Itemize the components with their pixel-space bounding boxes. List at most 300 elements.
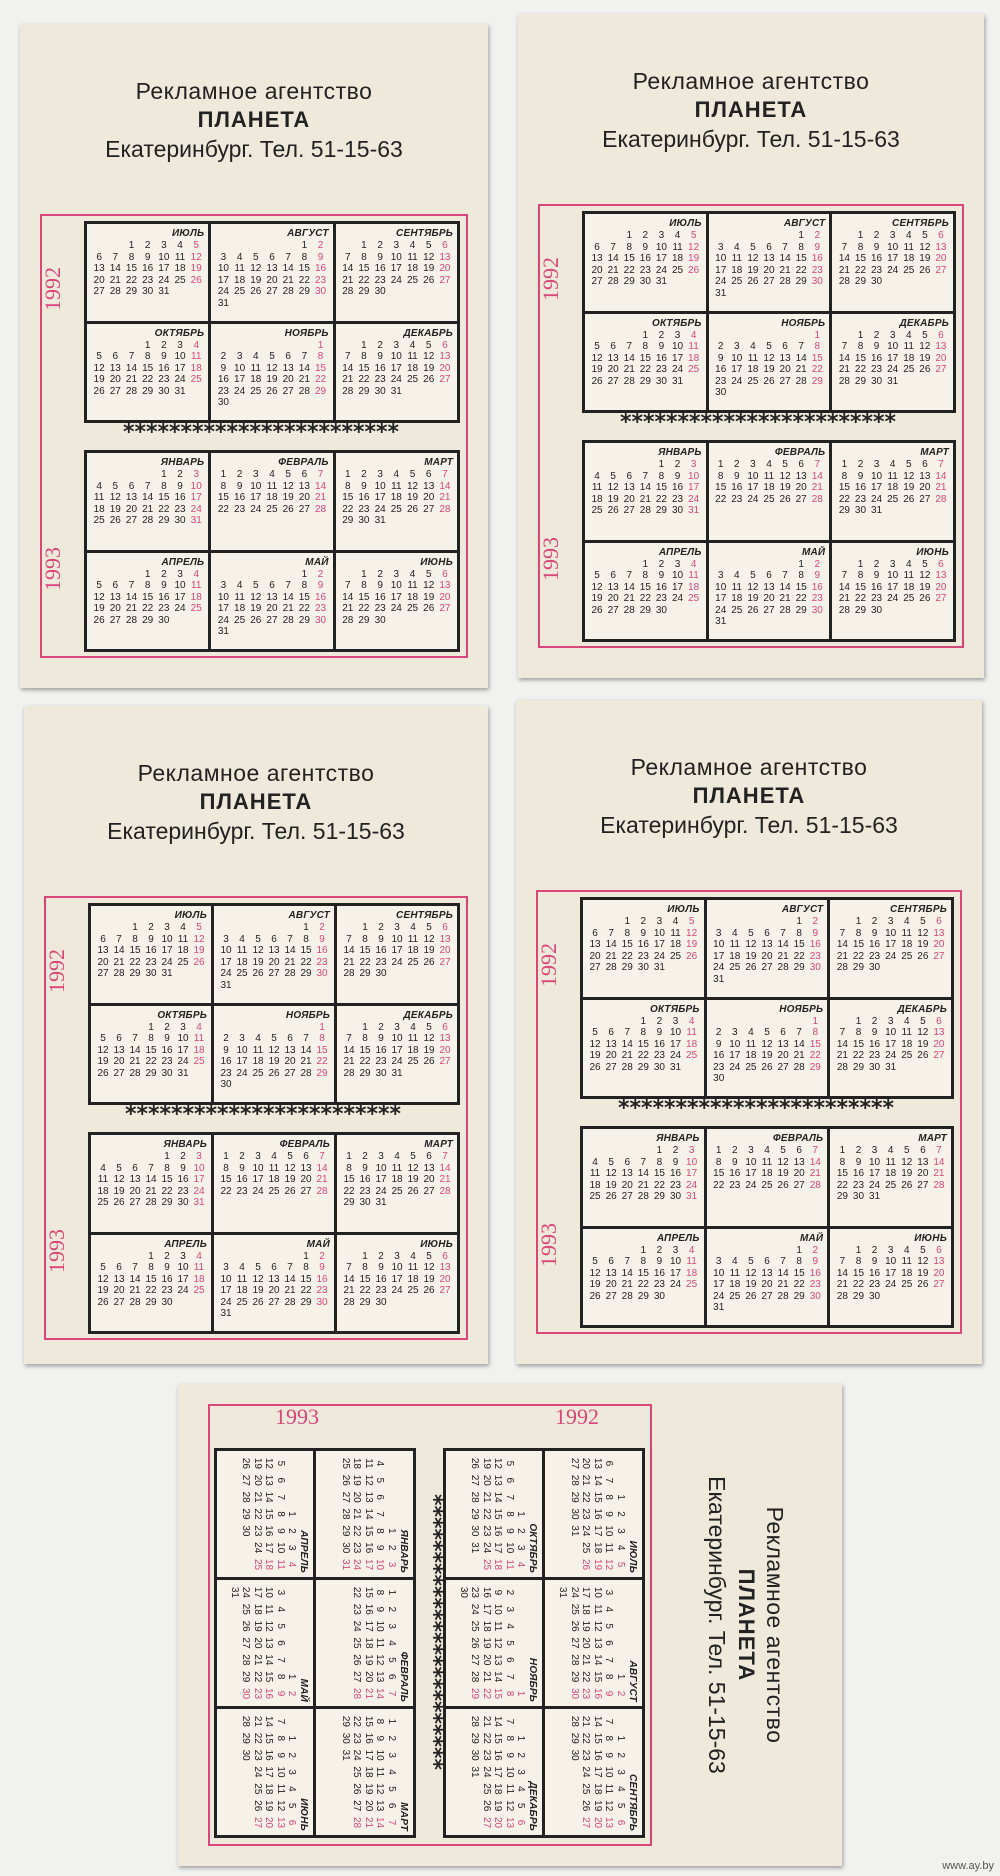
day-number: 11	[234, 591, 245, 603]
day-number: 2	[362, 1151, 368, 1162]
day-number: 31	[713, 973, 725, 985]
agency-type: Рекламное агентство	[630, 754, 868, 780]
day-number: 6	[615, 1819, 626, 1826]
day-number: 24	[871, 493, 883, 505]
day-number: 5	[905, 459, 912, 470]
day-number: 3	[889, 329, 896, 341]
day-number: 20	[266, 603, 278, 614]
day-number: 21	[363, 1817, 374, 1829]
day-number: 6	[780, 1027, 786, 1038]
day-number: 16	[671, 482, 684, 493]
day-number: 24	[869, 1179, 881, 1191]
day-number: 20	[282, 374, 294, 385]
day-number: 5	[100, 1262, 106, 1273]
day-empty	[635, 1145, 651, 1157]
month-name: АВГУСТ	[627, 1660, 638, 1702]
day-number: 30	[655, 604, 667, 616]
day-number: 11	[266, 480, 278, 492]
day-number: 10	[887, 570, 899, 581]
year-label-1992: 1992	[44, 949, 69, 993]
day-number: 27	[113, 1296, 125, 1308]
day-number: 5	[287, 1151, 293, 1162]
calendar-card-2	[518, 14, 984, 678]
day-number: 25	[591, 505, 603, 516]
day-number: 23	[481, 1525, 492, 1537]
day-number: 14	[836, 1267, 848, 1279]
day-number: 27	[607, 375, 619, 387]
day-number: 29	[655, 505, 667, 516]
day-number: 30	[469, 1749, 481, 1761]
day-number: 19	[919, 581, 931, 593]
day-number: 9	[374, 1735, 386, 1742]
day-number: 9	[161, 580, 167, 591]
day-empty	[286, 1489, 298, 1506]
day-number: 25	[406, 274, 419, 286]
day-number: 31	[190, 515, 202, 526]
day-number: 7	[346, 1033, 352, 1044]
day-number: 9	[378, 933, 384, 945]
day-empty	[836, 559, 852, 571]
month-days	[569, 1713, 627, 1831]
day-empty	[615, 1713, 627, 1730]
day-number: 26	[580, 1800, 592, 1812]
day-number: 12	[97, 1044, 109, 1056]
day-number: 31	[391, 1067, 403, 1079]
day-number: 21	[838, 264, 850, 276]
day-number: 5	[603, 1623, 615, 1629]
day-number: 24	[252, 1185, 264, 1197]
day-number: 29	[637, 1290, 649, 1302]
month-name: МАРТ	[424, 1139, 453, 1150]
day-empty	[234, 1251, 250, 1263]
day-number: 28	[569, 1715, 580, 1727]
day-number: 27	[607, 604, 619, 616]
day-number: 19	[903, 482, 915, 493]
day-number: 28	[779, 276, 791, 287]
day-number: 21	[777, 1279, 789, 1290]
day-number: 22	[358, 274, 370, 286]
day-empty	[218, 1251, 234, 1263]
day-number: 27	[623, 505, 635, 516]
stars-divider: ************************	[619, 410, 897, 435]
day-number: 15	[300, 1273, 312, 1285]
month-block	[211, 453, 332, 550]
day-number: 11	[672, 241, 683, 253]
day-number: 8	[658, 470, 665, 482]
day-number: 15	[592, 1491, 603, 1503]
day-empty	[777, 330, 793, 342]
day-number: 2	[236, 469, 243, 480]
day-number: 12	[190, 251, 202, 263]
day-empty	[759, 1245, 775, 1257]
day-number: 24	[391, 1056, 403, 1067]
day-number: 18	[885, 1168, 897, 1179]
month-days	[458, 1584, 527, 1702]
month-block	[583, 900, 704, 997]
month-name: АПРЕЛЬ	[298, 1530, 310, 1573]
month-days	[91, 240, 204, 298]
day-number: 3	[656, 916, 663, 927]
day-number: 17	[669, 1038, 682, 1050]
day-empty	[286, 1472, 298, 1489]
day-number: 1	[640, 1015, 647, 1027]
day-number: 24	[236, 1067, 248, 1079]
day-number: 26	[351, 1783, 363, 1795]
day-number: 26	[589, 1290, 601, 1302]
day-number: 10	[252, 1162, 264, 1174]
day-number: 24	[715, 604, 727, 616]
month-name: ДЕКАБРЬ	[897, 1003, 947, 1015]
day-number: 27	[793, 1179, 805, 1191]
day-number: 3	[223, 1262, 229, 1273]
day-number: 2	[812, 1244, 819, 1256]
day-number: 23	[217, 385, 229, 397]
day-number: 7	[610, 241, 616, 253]
day-number: 9	[855, 1156, 862, 1168]
day-number: 29	[145, 1067, 157, 1079]
day-number: 15	[639, 581, 651, 593]
day-number: 1	[857, 558, 864, 570]
month-days	[589, 230, 702, 288]
day-empty	[264, 569, 280, 581]
day-number: 17	[252, 1586, 263, 1598]
day-number: 20	[266, 274, 278, 286]
day-number: 22	[220, 1185, 232, 1197]
day-number: 22	[854, 264, 867, 276]
month-name: АВГУСТ	[783, 218, 826, 229]
day-empty	[264, 240, 280, 252]
day-number: 14	[282, 591, 294, 603]
day-number: 8	[374, 1718, 386, 1725]
day-number: 28	[125, 614, 138, 626]
day-number: 7	[148, 1162, 154, 1174]
day-number: 13	[268, 945, 280, 956]
day-number: 1	[386, 1528, 397, 1534]
day-number: 25	[885, 1179, 897, 1191]
day-number: 19	[423, 591, 435, 603]
day-number: 15	[298, 591, 310, 603]
stars-divider: ************************	[124, 1102, 402, 1127]
day-number: 4	[688, 1015, 695, 1027]
day-number: 14	[343, 945, 355, 956]
day-number: 8	[301, 251, 308, 263]
day-number: 29	[639, 604, 651, 616]
day-number: 29	[637, 1061, 649, 1073]
day-number: 7	[285, 580, 291, 591]
day-number: 8	[346, 1162, 352, 1174]
day-number: 7	[144, 480, 151, 492]
day-number: 16	[653, 1267, 665, 1279]
calendar-frame	[40, 214, 468, 658]
day-number: 21	[793, 1050, 805, 1061]
month-name: ФЕВРАЛЬ	[774, 447, 826, 458]
day-empty	[280, 569, 296, 581]
day-number: 7	[344, 351, 351, 362]
day-number: 19	[589, 1050, 601, 1061]
day-number: 31	[671, 375, 684, 387]
day-number: 6	[112, 351, 119, 362]
day-number: 23	[731, 493, 743, 505]
day-number: 22	[639, 593, 651, 604]
day-number: 18	[97, 1185, 109, 1197]
day-number: 1	[642, 558, 649, 570]
day-number: 14	[607, 253, 619, 264]
day-empty	[286, 1584, 298, 1601]
day-number: 10	[234, 362, 246, 374]
day-number: 31	[375, 1197, 387, 1208]
day-number: 4	[180, 922, 186, 933]
day-number: 20	[113, 1056, 125, 1067]
day-number: 2	[656, 1015, 663, 1027]
day-number: 18	[190, 591, 202, 603]
day-number: 10	[390, 251, 402, 263]
day-number: 4	[764, 1145, 770, 1156]
day-number: 6	[936, 1015, 942, 1027]
day-number: 8	[603, 1494, 615, 1500]
day-number: 23	[653, 1279, 665, 1290]
month-block	[91, 1235, 211, 1332]
day-number: 3	[690, 459, 697, 470]
day-number: 29	[854, 375, 867, 387]
day-number: 13	[935, 570, 947, 581]
month-block	[336, 224, 457, 321]
day-number: 15	[158, 492, 170, 503]
day-number: 18	[580, 1603, 592, 1615]
day-number: 13	[109, 591, 121, 603]
day-number: 5	[425, 339, 432, 351]
day-number: 18	[193, 1273, 205, 1285]
day-number: 28	[621, 1061, 633, 1073]
day-number: 14	[284, 1273, 296, 1285]
day-number: 21	[145, 1185, 157, 1197]
day-empty	[515, 1713, 527, 1730]
day-number: 14	[492, 1715, 504, 1727]
day-empty	[286, 1713, 298, 1730]
day-number: 14	[592, 1474, 603, 1486]
day-number: 21	[343, 1285, 355, 1296]
day-number: 5	[386, 1786, 397, 1792]
day-number: 7	[275, 1657, 286, 1663]
day-number: 22	[637, 1050, 649, 1061]
day-number: 28	[109, 286, 121, 297]
month-days	[711, 1016, 824, 1085]
day-number: 13	[589, 939, 601, 950]
day-number: 10	[885, 1256, 897, 1267]
day-number: 15	[854, 253, 867, 264]
day-number: 1	[319, 1021, 325, 1033]
year-label-1993: 1993	[44, 1229, 69, 1273]
day-number: 12	[589, 1038, 601, 1050]
day-number: 29	[793, 962, 805, 973]
day-number: 19	[351, 1474, 363, 1486]
day-number: 25	[569, 1603, 580, 1615]
day-number: 19	[423, 362, 435, 374]
day-number: 30	[871, 375, 883, 387]
day-number: 26	[113, 1197, 125, 1208]
day-number: 11	[901, 1256, 912, 1267]
day-number: 27	[351, 1671, 363, 1683]
day-number: 7	[603, 1477, 615, 1484]
month-block	[336, 453, 457, 550]
day-number: 22	[637, 1279, 649, 1290]
day-number: 11	[191, 351, 202, 362]
day-number: 20	[97, 956, 109, 968]
day-number: 11	[903, 570, 914, 581]
day-number: 11	[903, 341, 914, 352]
day-number: 24	[669, 1279, 682, 1290]
day-number: 27	[763, 276, 775, 287]
month-days	[836, 559, 949, 617]
card-header	[518, 66, 984, 154]
day-number: 7	[608, 927, 614, 939]
day-number: 6	[603, 1460, 615, 1467]
day-number: 21	[439, 492, 451, 503]
day-number: 25	[190, 374, 202, 385]
day-number: 20	[113, 1285, 125, 1296]
month-days	[95, 922, 207, 980]
months-grid-1993	[214, 1448, 416, 1838]
day-number: 21	[623, 593, 635, 604]
day-number: 2	[857, 459, 864, 470]
day-number: 5	[690, 230, 697, 241]
day-number: 25	[747, 375, 759, 387]
month-block	[214, 906, 334, 1003]
day-number: 5	[425, 568, 432, 580]
day-number: 22	[715, 493, 727, 505]
day-empty	[248, 340, 264, 352]
day-number: 26	[919, 593, 931, 604]
day-number: 6	[128, 480, 135, 492]
day-number: 2	[732, 1145, 738, 1156]
day-number: 8	[361, 580, 367, 591]
day-empty	[727, 916, 743, 928]
day-number: 23	[359, 1185, 371, 1197]
month-block	[832, 543, 953, 640]
day-number: 10	[747, 470, 759, 482]
day-number: 29	[340, 1525, 351, 1537]
day-number: 1	[223, 1151, 229, 1162]
day-empty	[282, 1251, 298, 1263]
day-number: 23	[161, 1285, 173, 1296]
day-empty	[587, 916, 603, 928]
day-number: 5	[922, 230, 928, 241]
day-number: 4	[905, 230, 912, 241]
day-number: 9	[873, 341, 880, 352]
day-number: 6	[269, 580, 275, 591]
day-number: 13	[917, 1156, 929, 1168]
day-number: 3	[715, 927, 722, 939]
day-number: 3	[393, 240, 400, 251]
day-number: 19	[745, 950, 757, 962]
day-number: 7	[132, 1033, 138, 1044]
agency-type: Рекламное агентство	[135, 78, 373, 104]
day-number: 12	[589, 1267, 601, 1279]
day-number: 18	[731, 593, 743, 604]
day-number: 16	[314, 263, 327, 274]
day-number: 30	[871, 604, 883, 616]
day-number: 7	[374, 1511, 386, 1517]
day-number: 23	[316, 956, 328, 968]
month-name: МАРТ	[424, 457, 453, 468]
day-number: 30	[569, 1508, 580, 1520]
day-number: 8	[275, 1735, 286, 1742]
day-number: 13	[439, 933, 451, 945]
day-number: 29	[795, 276, 807, 287]
day-number: 23	[655, 364, 667, 375]
day-number: 11	[193, 1262, 205, 1273]
day-number: 12	[779, 470, 791, 482]
day-number: 21	[363, 1688, 374, 1700]
day-number: 3	[223, 933, 229, 945]
month-name: НОЯБРЬ	[781, 317, 826, 329]
day-empty	[250, 1022, 266, 1034]
day-number: 12	[763, 352, 775, 364]
day-number: 13	[263, 1637, 275, 1649]
month-name: ДЕКАБРЬ	[527, 1781, 539, 1831]
day-number: 26	[240, 1457, 252, 1469]
day-number: 16	[374, 362, 386, 374]
day-number: 18	[592, 1542, 603, 1554]
day-number: 20	[109, 603, 121, 614]
day-number: 8	[839, 1156, 846, 1168]
day-number: 13	[933, 927, 945, 939]
day-number: 25	[407, 1056, 419, 1067]
month-days	[587, 1245, 700, 1303]
day-number: 7	[285, 251, 291, 263]
day-number: 19	[252, 1285, 264, 1296]
day-empty	[286, 1601, 298, 1618]
day-number: 4	[903, 1244, 910, 1256]
day-number: 6	[922, 459, 928, 470]
day-number: 13	[300, 1162, 312, 1174]
day-number: 8	[128, 251, 135, 263]
day-number: 28	[342, 385, 354, 397]
day-number: 1	[132, 922, 138, 933]
day-number: 6	[374, 1494, 386, 1500]
day-number: 22	[351, 1586, 363, 1598]
day-number: 6	[798, 459, 804, 470]
day-number: 9	[319, 933, 325, 945]
day-number: 27	[763, 604, 775, 616]
day-number: 30	[811, 276, 823, 287]
day-number: 7	[386, 1690, 397, 1697]
day-number: 18	[901, 1267, 913, 1279]
day-number: 12	[917, 1256, 929, 1267]
day-number: 13	[591, 253, 603, 264]
day-number: 14	[779, 581, 791, 593]
day-number: 27	[109, 385, 121, 397]
day-number: 13	[374, 1800, 386, 1812]
day-number: 8	[275, 1673, 286, 1680]
day-number: 8	[640, 1256, 647, 1267]
day-number: 14	[316, 1162, 328, 1174]
day-number: 7	[780, 927, 786, 939]
month-block	[585, 543, 706, 640]
month-block	[446, 1580, 543, 1706]
day-number: 21	[109, 274, 121, 286]
day-number: 12	[423, 933, 435, 945]
day-number: 2	[642, 230, 649, 241]
day-number: 11	[407, 1262, 419, 1273]
day-number: 4	[750, 341, 756, 352]
day-number: 21	[481, 1715, 492, 1727]
day-number: 10	[603, 1525, 615, 1537]
day-number: 23	[358, 503, 370, 515]
day-number: 9	[656, 1027, 663, 1038]
month-days	[711, 916, 824, 985]
day-number: 17	[391, 1273, 403, 1285]
day-number: 24	[391, 956, 403, 968]
